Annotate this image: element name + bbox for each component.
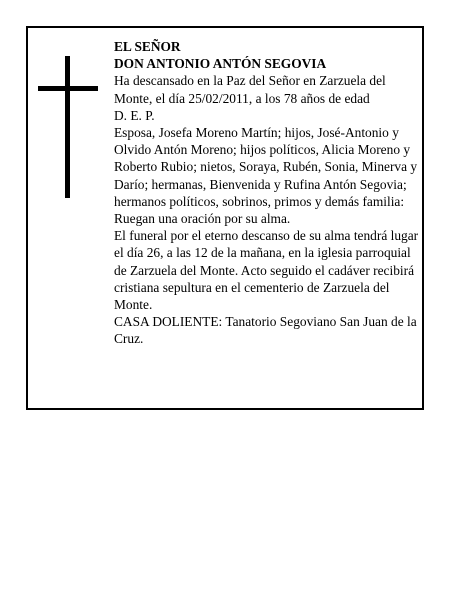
family-list: Esposa, Josefa Moreno Martín; hijos, José-Antonio y Olvido Antón Moreno; hijos políticos, Alicia Moreno y Roberto Rubio; nietos, Soraya, Rubén, Sonia, Minerva y Darío; hermanas, Bienvenida y Rufina Antón Segovia; hermanos políticos, sobrinos, primos y demás familia: (114, 125, 418, 209)
deceased-name: DON ANTONIO ANTÓN SEGOVIA (114, 56, 327, 72)
latin-cross-icon (38, 56, 98, 198)
dep-line: D. E. P. (114, 107, 155, 123)
cross-vertical-bar (65, 56, 70, 198)
funeral-details: El funeral por el eterno descanso de su alma tendrá lugar el día 26, a las 12 de la mañana, en la iglesia parroquial de Zarzuela del Monte. Acto seguido el cadáver recibirá cristiana sepultura en el cementerio de Zarzuela del Monte. (114, 228, 419, 313)
obituary-text (114, 38, 420, 348)
heading-title: EL SEÑOR (114, 39, 181, 54)
cross-horizontal-bar (38, 86, 98, 91)
rest-announcement: Ha descansado en la Paz del Señor en Zarzuela del Monte, el día 25/02/2011, a los 78 años de edad (114, 73, 386, 106)
prayer-request: Ruegan una oración por su alma. (114, 211, 291, 227)
mourning-house: CASA DOLIENTE: Tanatorio Segoviano San Juan de la Cruz. (114, 314, 417, 347)
obituary-frame (26, 26, 424, 410)
